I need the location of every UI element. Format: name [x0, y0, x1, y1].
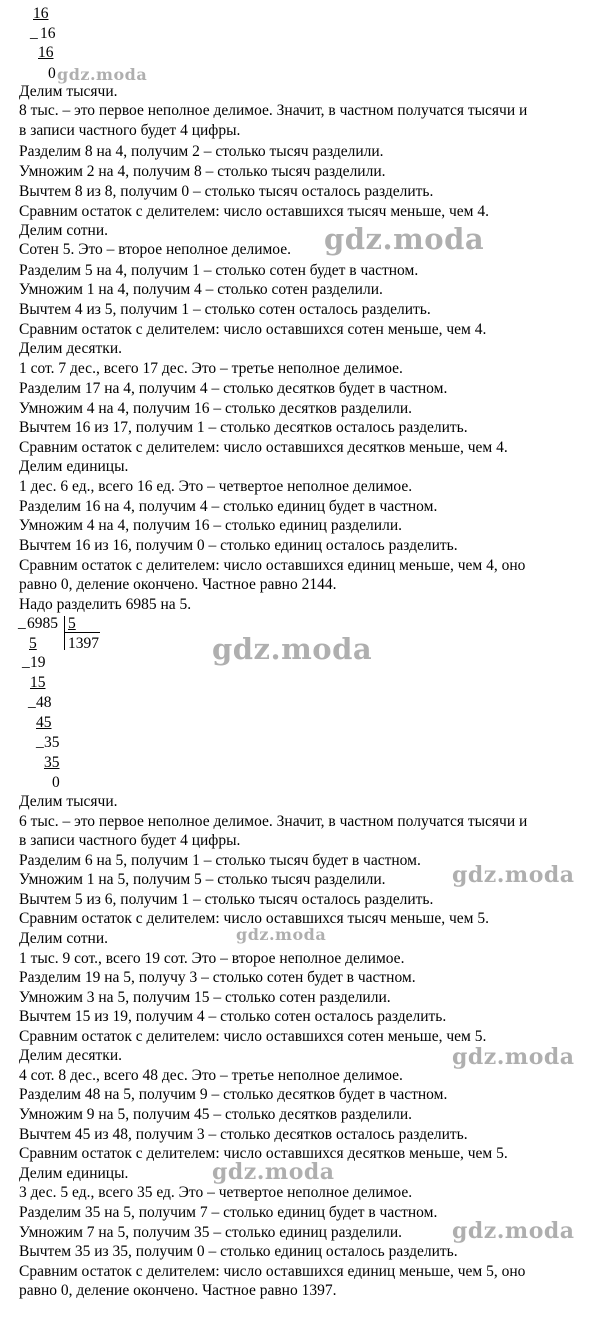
- text1-line: Вычтем 8 из 8, получим 0 – столько тысяч осталось разделить.: [19, 183, 434, 200]
- division2-minus-sign: _: [28, 693, 36, 710]
- text2-line: Умножим 7 на 5, получим 35 – столько единиц разделили.: [19, 1224, 402, 1241]
- text1-line: Вычтем 4 из 5, получим 1 – столько сотен осталось разделить.: [19, 301, 431, 318]
- text2-line: Умножим 9 на 5, получим 45 – столько десятков разделили.: [19, 1106, 413, 1123]
- text1-line: 1 дес. 6 ед., всего 16 ед. Это – четвертое неполное делимое.: [19, 478, 413, 495]
- text1-line: Умножим 4 на 4, получим 16 – столько десятков разделили.: [19, 400, 413, 417]
- division2-step-subtrahend-2: 15: [30, 674, 46, 691]
- text1-line: Вычтем 16 из 17, получим 1 – столько десятков осталось разделить.: [19, 419, 468, 436]
- watermark-logo: gdz.moda: [212, 632, 373, 666]
- text1-line: равно 0, деление окончено. Частное равно 2144.: [19, 576, 337, 593]
- text1-line: Сравним остаток с делителем: число оставшихся тысяч меньше, чем 4.: [19, 203, 489, 220]
- text2-line: 6 тыс. – это первое неполное делимое. Значит, в частном получатся тысячи и: [19, 813, 528, 830]
- watermark-logo: gdz.moda: [452, 1044, 575, 1070]
- text1-line: Разделим 8 на 4, получим 2 – столько тысяч разделили.: [19, 143, 384, 160]
- division1-remainder: 0: [48, 65, 56, 82]
- text2-line: Сравним остаток с делителем: число оставшихся единиц меньше, чем 5, оно: [19, 1263, 526, 1280]
- watermark-logo: gdz.moda: [57, 65, 148, 84]
- text2-line: 4 сот. 8 дес., всего 48 дес. Это – третье неполное делимое.: [19, 1067, 403, 1084]
- text2-line: Умножим 3 на 5, получим 15 – столько сотен разделили.: [19, 989, 391, 1006]
- text1-line: Сотен 5. Это – второе неполное делимое.: [19, 241, 291, 258]
- text2-line: Сравним остаток с делителем: число оставшихся тысяч меньше, чем 5.: [19, 910, 489, 927]
- division2-step-dividend-4: 35: [44, 734, 60, 751]
- text1-line: 1 сот. 7 дес., всего 17 дес. Это – третье неполное делимое.: [19, 360, 403, 377]
- text1-line: Делим сотни.: [19, 222, 109, 239]
- division1-partial-dividend: 16: [40, 25, 56, 42]
- text2-line: Делим тысячи.: [19, 793, 118, 810]
- text1-line: Умножим 2 на 4, получим 8 – столько тысяч разделили.: [19, 163, 386, 180]
- text1-line: Разделим 17 на 4, получим 4 – столько десятков будет в частном.: [19, 380, 448, 397]
- text2-line: 3 дес. 5 ед., всего 35 ед. Это – четвертое неполное делимое.: [19, 1184, 413, 1201]
- text2-line: Разделим 48 на 5, получим 9 – столько десятков будет в частном.: [19, 1086, 448, 1103]
- text1-line: Надо разделить 6985 на 5.: [19, 596, 192, 613]
- text2-line: Сравним остаток с делителем: число оставшихся сотен меньше, чем 5.: [19, 1028, 487, 1045]
- text1-line: Делим десятки.: [19, 340, 122, 357]
- text1-line: Сравним остаток с делителем: число оставшихся сотен меньше, чем 4.: [19, 321, 487, 338]
- division2-minus-sign: _: [36, 733, 44, 750]
- text2-line: Разделим 19 на 5, получу 3 – столько сотен будет в частном.: [19, 969, 416, 986]
- division2-step-dividend-3: 48: [36, 694, 52, 711]
- division2-step-subtrahend-3: 45: [36, 714, 52, 731]
- watermark-logo: gdz.moda: [212, 1159, 335, 1185]
- text2-line: Сравним остаток с делителем: число оставшихся десятков меньше, чем 5.: [19, 1145, 508, 1162]
- text1-line: Вычтем 16 из 16, получим 0 – столько единиц осталось разделить.: [19, 537, 458, 554]
- text2-line: Вычтем 15 из 19, получим 4 – столько сотен осталось разделить.: [19, 1008, 447, 1025]
- text1-line: Сравним остаток с делителем: число оставшихся десятков меньше, чем 4.: [19, 439, 508, 456]
- watermark-logo: gdz.moda: [452, 862, 575, 888]
- division2-step-subtrahend-4: 35: [44, 754, 60, 771]
- text2-line: Разделим 35 на 5, получим 7 – столько единиц будет в частном.: [19, 1204, 438, 1221]
- division1-minus-sign: _: [30, 24, 38, 41]
- text2-line: Вычтем 5 из 6, получим 1 – столько тысяч осталось разделить.: [19, 891, 434, 908]
- text2-line: Вычтем 45 из 48, получим 3 – столько десятков осталось разделить.: [19, 1126, 468, 1143]
- text1-line: Разделим 5 на 4, получим 1 – столько сотен будет в частном.: [19, 262, 419, 279]
- text1-line: Делим единицы.: [19, 458, 129, 475]
- division1-subtrahend-1: 16: [33, 5, 49, 22]
- division2-step-dividend-2: 19: [30, 654, 46, 671]
- division2-quotient: 1397: [68, 635, 99, 652]
- division2-step-subtrahend-1: 5: [29, 635, 37, 652]
- text1-line: Разделим 16 на 4, получим 4 – столько единиц будет в частном.: [19, 498, 438, 515]
- text1-line: Умножим 4 на 4, получим 16 – столько единиц разделили.: [19, 517, 402, 534]
- division1-subtrahend-2: 16: [38, 44, 54, 61]
- text2-line: Разделим 6 на 5, получим 1 – столько тысяч будет в частном.: [19, 852, 421, 869]
- text1-line: 8 тыс. – это первое неполное делимое. Значит, в частном получатся тысячи и: [19, 102, 528, 119]
- text1-line: Умножим 1 на 4, получим 4 – столько сотен разделили.: [19, 281, 383, 298]
- watermark-logo: gdz.moda: [236, 925, 327, 944]
- text1-line: Сравним остаток с делителем: число оставшихся единиц меньше, чем 4, оно: [19, 557, 526, 574]
- text2-line: 1 тыс. 9 сот., всего 19 сот. Это – второе неполное делимое.: [19, 950, 405, 967]
- text2-line: равно 0, деление окончено. Частное равно 1397.: [19, 1282, 337, 1299]
- text1-line: в записи частного будет 4 цифры.: [19, 122, 241, 139]
- text1-line: Делим тысячи.: [19, 83, 118, 100]
- division2-minus-sign: _: [18, 614, 26, 631]
- division2-divisor-line: [64, 632, 100, 633]
- division2-divisor: 5: [68, 615, 76, 632]
- watermark-logo: gdz.moda: [324, 222, 485, 256]
- text2-line: Делим единицы.: [19, 1165, 129, 1182]
- division2-minus-sign: _: [22, 653, 30, 670]
- division2-dividend: 6985: [27, 615, 58, 632]
- text2-line: Вычтем 35 из 35, получим 0 – столько единиц осталось разделить.: [19, 1243, 458, 1260]
- division2-vertical-bar: [64, 616, 65, 650]
- text2-line: Умножим 1 на 5, получим 5 – столько тысяч разделили.: [19, 871, 386, 888]
- watermark-logo: gdz.moda: [452, 1218, 575, 1244]
- division2-remainder: 0: [52, 774, 60, 791]
- text2-line: Делим сотни.: [19, 930, 109, 947]
- text2-line: Делим десятки.: [19, 1047, 122, 1064]
- text2-line: в записи частного будет 4 цифры.: [19, 832, 241, 849]
